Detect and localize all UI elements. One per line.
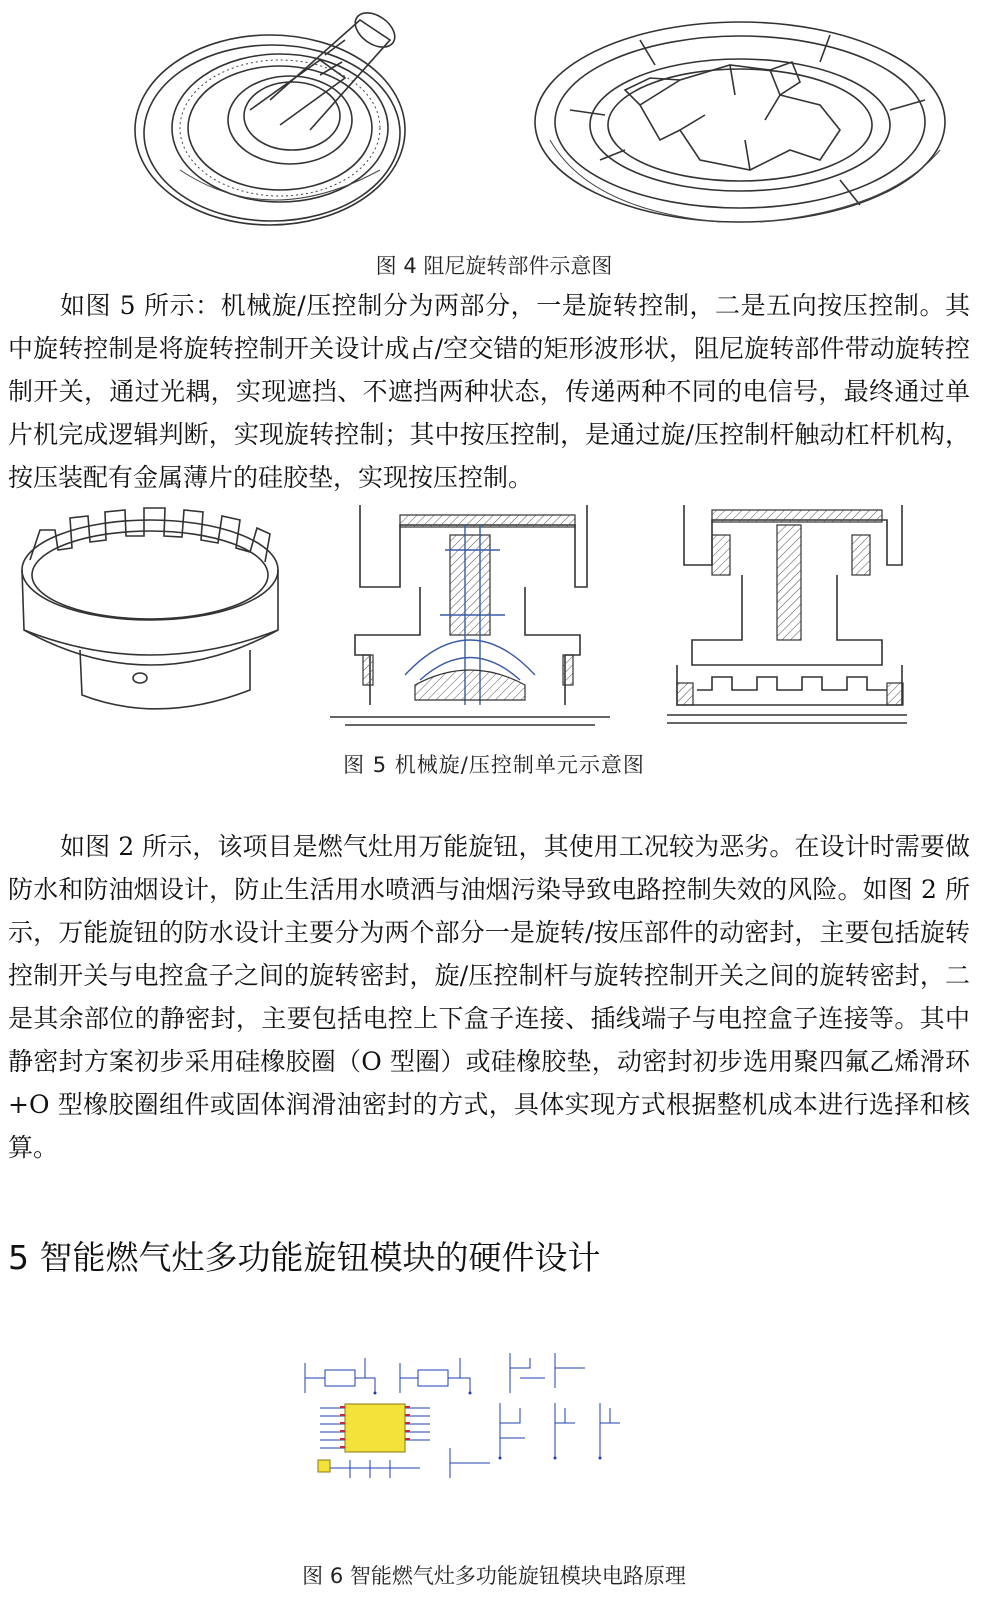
figure-5-section-view-1 (325, 505, 615, 730)
paragraph-waterproof-design: 如图 2 所示，该项目是燃气灶用万能旋钮，其使用工况较为恶劣。在设计时需要做防水和防油烟设计，防止生活用水喷洒与油烟污染导致电路控制失效的风险。如图 2 所示，万能旋钮的防水设计主要分为两个部分一是旋转/按压部件的动密封，主要包括旋转控制开关与电控盒子之间的旋转密封，旋/压控制杆与旋转控制开关之间的旋转密封，二是其余部位的静密封，主要包括电控上下盒子连接、插线端子与电控盒子连接等。其中静密封方案初步采用硅橡胶圈（O 型圈）或硅橡胶垫，动密封初步选用聚四氟乙烯滑环+O 型橡胶圈组件或固体润滑油密封的方式，具体实现方式根据整机成本进行选择和核算。 (8, 832, 970, 1162)
section-5-heading: 5 智能燃气灶多功能旋钮模块的硬件设计 (8, 1238, 601, 1277)
figure-6-circuit-schematic (300, 1348, 640, 1483)
paragraph-rotary-press-control: 如图 5 所示：机械旋/压控制分为两部分，一是旋转控制，二是五向按压控制。其中旋转控制是将旋转控制开关设计成占/空交错的矩形波形状，阻尼旋转部件带动旋转控制开关，通过光耦，实现遮挡、不遮挡两种状态，传递两种不同的电信号，最终通过单片机完成逻辑判断，实现旋转控制；其中按压控制，是通过旋/压控制杆触动杠杆机构，按压装配有金属薄片的硅胶垫，实现按压控制。 (8, 291, 970, 492)
figure-6-caption: 图 6 智能燃气灶多功能旋钮模块电路原理 (302, 1564, 686, 1588)
figure-4-left-drawing (120, 0, 450, 240)
figure-4-caption: 图 4 阻尼旋转部件示意图 (375, 254, 613, 278)
figure-4-right-drawing (530, 10, 960, 235)
figure-5-gear-ring-drawing (10, 500, 285, 720)
figure-5-caption: 图 5 机械旋/压控制单元示意图 (343, 753, 645, 777)
figure-5-section-view-2 (662, 505, 912, 730)
